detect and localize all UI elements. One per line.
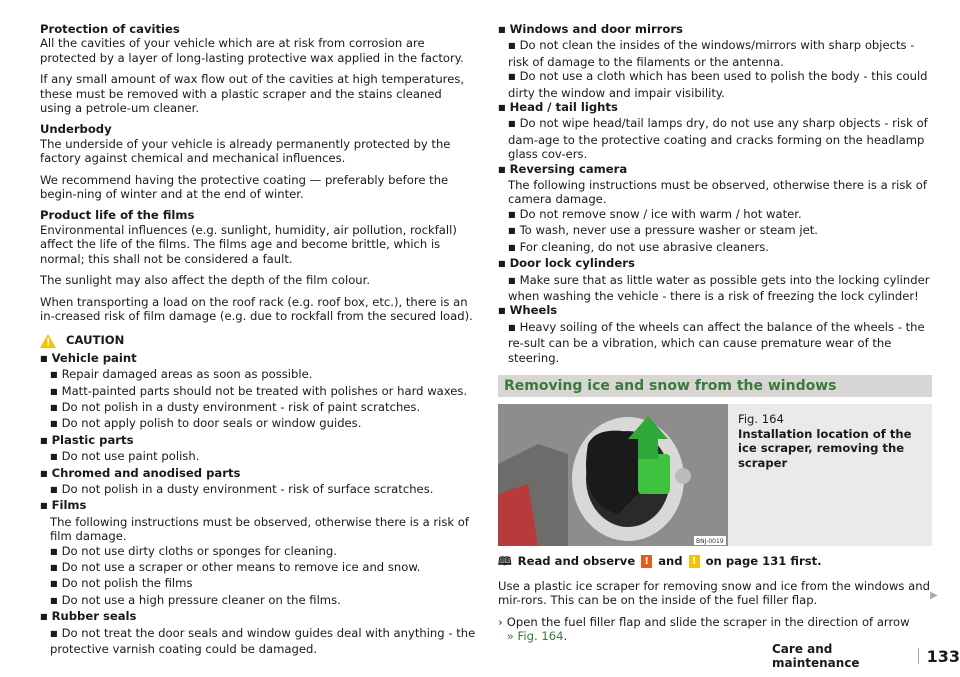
list-item: ■ Do not clean the insides of the windows/mirrors with sharp objects - risk of damage to the filaments or the antenna. <box>498 38 932 69</box>
figure-link[interactable]: » Fig. 164 <box>506 628 564 643</box>
read-post: on page 131 first. <box>705 554 822 569</box>
text-underbody: The underside of your vehicle is already permanently protected by the factory against chemical and mechanical influences. <box>40 136 451 166</box>
body-text: Use a plastic ice scraper for removing snow and ice from the windows and mir-rors. This can be on the inside of the fuel filler flap. <box>498 578 930 608</box>
text-wax: If any small amount of wax flow out of the cavities at high temperatures, these must be removed with a plastic scraper and the stains cleaned using a petrole-um cleaner. <box>40 72 465 116</box>
warning-icon <box>40 334 56 348</box>
list-item: ■ Do not use a scraper or other means to remove ice and snow. <box>40 560 476 576</box>
list-item: ■ Do not use a high pressure cleaner on the films. <box>40 593 476 609</box>
figure-box <box>498 404 932 546</box>
list-item: ■ Do not polish the films <box>40 576 476 592</box>
caution-item-chromed: ■ Chromed and anodised parts <box>40 466 476 482</box>
list-item: ■ Do not use a cloth which has been used to polish the body - this could dirty the window and impair visibility. <box>498 69 932 100</box>
caution-list <box>40 351 476 657</box>
list-item: ■ Repair damaged areas as soon as possible. <box>40 367 476 383</box>
list-item: ■ Do not polish in a dusty environment - risk of paint scratches. <box>40 400 476 416</box>
text-recommend: We recommend having the protective coating — preferably before the begin-ning of winter and at the end of winter. <box>40 172 449 202</box>
text-roof-rack: When transporting a load on the roof rack (e.g. roof box, etc.), there is an in-creased risk of film damage (e.g. due to rockfall from the secured load). <box>40 294 473 323</box>
page-footer <box>772 642 960 670</box>
caution-item-plastic: ■ Plastic parts <box>40 433 476 449</box>
read-and: and <box>658 554 683 569</box>
footer-divider <box>918 648 919 664</box>
step-text: Open the fuel filler flap and slide the scraper in the direction of arrow <box>506 614 910 629</box>
right-column <box>498 22 932 643</box>
fuel-flap-illustration <box>498 404 728 546</box>
list-item: ■ Matt-painted parts should not be treated with polishes or hard waxes. <box>40 384 476 400</box>
caution-title: CAUTION <box>66 333 125 348</box>
heading-films-life: Product life of the films <box>40 208 195 223</box>
item-windows: ■ Windows and door mirrors <box>498 22 932 38</box>
warning-yellow-icon: ! <box>689 555 700 568</box>
caution-item-films: ■ Films <box>40 498 476 514</box>
step-end: . <box>563 628 568 643</box>
list-item: ■ Do not polish in a dusty environment - risk of surface scratches. <box>40 482 476 498</box>
list-item: ■ Do not use dirty cloths or sponges for cleaning. <box>40 544 476 560</box>
heading-underbody: Underbody <box>40 122 112 137</box>
item-door-lock: ■ Door lock cylinders <box>498 256 932 272</box>
caution-item-rubber: ■ Rubber seals <box>40 609 476 625</box>
footer-section: Care and maintenance <box>772 642 860 670</box>
item-wheels: ■ Wheels <box>498 303 932 319</box>
page-number: 133 <box>926 646 960 666</box>
list-item: ■ To wash, never use a pressure washer or steam jet. <box>498 223 932 239</box>
item-head-lights: ■ Head / tail lights <box>498 100 932 116</box>
figure-label: Fig. 164 <box>738 412 784 427</box>
book-icon: 🕮 <box>498 554 512 569</box>
caution-header <box>40 333 476 347</box>
list-item: ■ Make sure that as little water as possible gets into the locking cylinder when washing the vehicle - there is a risk of freezing the lock cylinder! <box>498 273 932 304</box>
list-item: ■ Do not wipe head/tail lamps dry, do not use any sharp objects - risk of dam-age to the protective coating and cracks forming on the headlamp glass cov-ers. <box>498 116 932 161</box>
list-item: ■ Do not treat the door seals and window guides deal with anything - the protective varnish coating could be damaged. <box>40 626 476 657</box>
item-reversing-camera: ■ Reversing camera <box>498 162 932 178</box>
caution-item-vehicle-paint: ■ Vehicle paint <box>40 351 476 367</box>
instruction-step <box>498 615 932 644</box>
text-sunlight: The sunlight may also affect the depth of the film colour. <box>40 273 371 288</box>
left-column <box>40 22 476 656</box>
warning-red-icon: ! <box>641 555 652 568</box>
step-arrow-icon: › <box>498 614 503 629</box>
list-item: The following instructions must be observed, otherwise there is a risk of film damage. <box>50 514 469 544</box>
heading-cavities: Protection of cavities <box>40 22 180 36</box>
list-item: ■ Do not apply polish to door seals or window guides. <box>40 416 476 432</box>
figure-text <box>728 404 932 546</box>
figure-caption: Installation location of the ice scraper, removing the scraper <box>738 426 912 470</box>
list-item: ■ Do not use paint polish. <box>40 449 476 465</box>
read-observe <box>498 554 932 568</box>
list-item: The following instructions must be observed, otherwise there is a risk of camera damage. <box>508 178 927 207</box>
figure-code: BNJ-0019 <box>696 538 724 546</box>
section-title: Removing ice and snow from the windows <box>498 375 932 397</box>
text-cavities: All the cavities of your vehicle which are at risk from corrosion are protected by a layer of long-lasting protective wax applied in the factory. <box>40 36 464 65</box>
next-page-icon: ▶ <box>930 590 938 601</box>
figure-image <box>498 404 728 546</box>
read-pre: Read and observe <box>517 554 636 569</box>
list-item: ■ Heavy soiling of the wheels can affect the balance of the wheels - the re-sult can be a vibration, which can cause premature wear of the steering. <box>498 320 932 365</box>
list-item: ■ Do not remove snow / ice with warm / hot water. <box>498 207 932 223</box>
text-films-life: Environmental influences (e.g. sunlight, humidity, air pollution, rockfall) affect the life of the films. The films age and become brittle, which is normal; this shall not be considered a fault. <box>40 222 457 266</box>
list-item: ■ For cleaning, do not use abrasive cleaners. <box>498 240 932 256</box>
